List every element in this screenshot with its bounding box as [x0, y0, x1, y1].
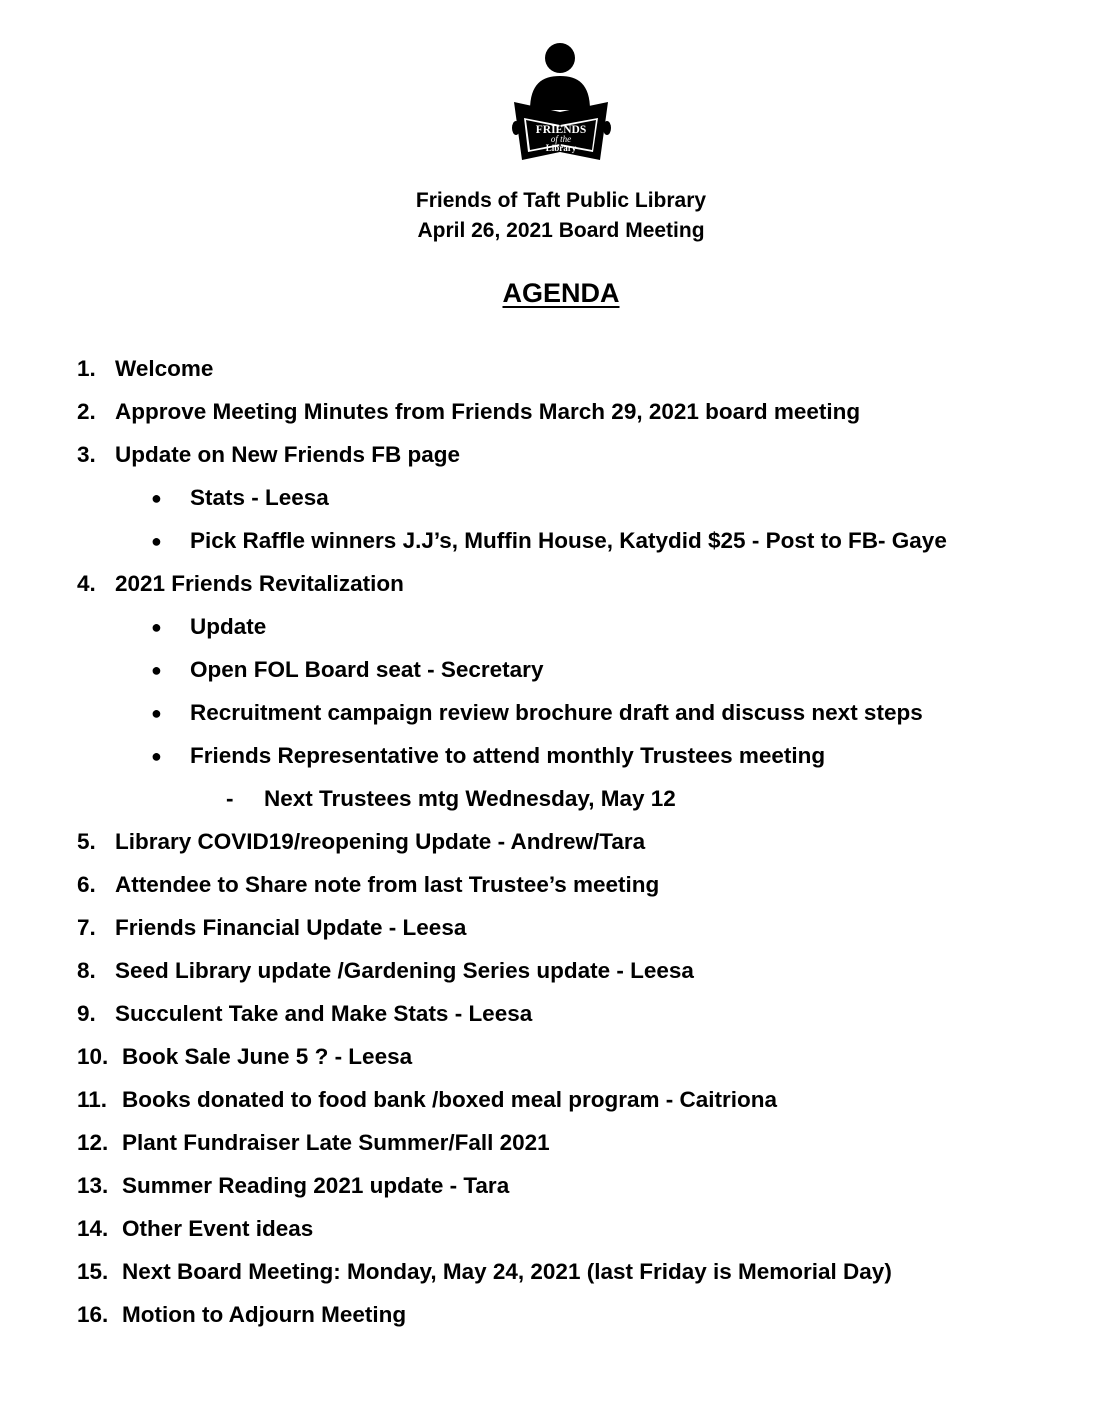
bullet-marker: ● — [151, 617, 162, 637]
agenda-item-text: Friends Representative to attend monthly Trustees meeting — [190, 743, 826, 768]
agenda-item-level1 — [0, 1041, 1109, 1084]
agenda-item-level2 — [0, 525, 1109, 568]
logo-text-line2: of the — [550, 134, 572, 144]
agenda-item-level2 — [0, 697, 1109, 740]
item-number: 9. — [77, 1001, 96, 1026]
agenda-item-level2 — [0, 611, 1109, 654]
agenda-item-level1 — [0, 1213, 1109, 1256]
agenda-item-text: Books donated to food bank /boxed meal program - Caitriona — [122, 1087, 778, 1112]
item-number: 3. — [77, 442, 96, 467]
agenda-item-text: Stats - Leesa — [190, 485, 329, 510]
agenda-item-level1 — [0, 955, 1109, 998]
agenda-item-level1 — [0, 568, 1109, 611]
agenda-item-text: Attendee to Share note from last Trustee’s meeting — [115, 872, 660, 897]
agenda-item-level1 — [0, 826, 1109, 869]
agenda-item-text: Plant Fundraiser Late Summer/Fall 2021 — [122, 1130, 550, 1155]
item-number: 14. — [77, 1216, 109, 1241]
agenda-item-text: Library COVID19/reopening Update - Andrew/Tara — [115, 829, 646, 854]
item-number: 12. — [77, 1130, 109, 1155]
agenda-item-text: Other Event ideas — [122, 1216, 314, 1241]
reader-with-book-icon — [508, 42, 614, 166]
agenda-item-level1 — [0, 998, 1109, 1041]
agenda-item-level1 — [0, 912, 1109, 955]
agenda-item-level2 — [0, 740, 1109, 783]
item-number: 4. — [77, 571, 96, 596]
agenda-item-level2 — [0, 654, 1109, 697]
agenda-item-text: 2021 Friends Revitalization — [115, 571, 404, 596]
item-number: 16. — [77, 1302, 109, 1327]
agenda-item-text: Motion to Adjourn Meeting — [122, 1302, 407, 1327]
bullet-marker: ● — [151, 488, 162, 508]
bullet-marker: ● — [151, 703, 162, 723]
logo-text-line3: Library — [545, 143, 577, 153]
agenda-item-level1 — [0, 1299, 1109, 1342]
agenda-item-text: Seed Library update /Gardening Series update - Leesa — [115, 958, 694, 983]
dash-marker: - — [226, 786, 234, 811]
agenda-item-level2 — [0, 482, 1109, 525]
bullet-marker: ● — [151, 660, 162, 680]
agenda-item-text: Friends Financial Update - Leesa — [115, 915, 467, 940]
item-number: 2. — [77, 399, 96, 424]
agenda-item-text: Open FOL Board seat - Secretary — [190, 657, 544, 682]
agenda-list — [0, 353, 1109, 1342]
organization-name: Friends of Taft Public Library — [415, 189, 707, 212]
agenda-item-text: Next Trustees mtg Wednesday, May 12 — [264, 786, 676, 811]
agenda-item-text: Succulent Take and Make Stats - Leesa — [115, 1001, 533, 1026]
friends-of-the-library-logo — [508, 42, 614, 166]
agenda-item-text: Pick Raffle winners J.J’s, Muffin House, Katydid $25 - Post to FB- Gaye — [190, 528, 947, 553]
agenda-item-level1 — [0, 353, 1109, 396]
bullet-marker: ● — [151, 746, 162, 766]
item-number: 10. — [77, 1044, 109, 1069]
item-number: 6. — [77, 872, 96, 897]
agenda-item-level3 — [0, 783, 1109, 826]
agenda-item-text: Book Sale June 5 ? - Leesa — [122, 1044, 413, 1069]
agenda-item-text: Next Board Meeting: Monday, May 24, 2021 (last Friday is Memorial Day) — [122, 1259, 892, 1284]
agenda-item-level1 — [0, 1127, 1109, 1170]
item-number: 5. — [77, 829, 96, 854]
agenda-item-level1 — [0, 1084, 1109, 1127]
agenda-item-level1 — [0, 1170, 1109, 1213]
agenda-title: AGENDA — [502, 278, 620, 308]
agenda-item-level1 — [0, 869, 1109, 912]
item-number: 15. — [77, 1259, 109, 1284]
agenda-item-text: Recruitment campaign review brochure draft and discuss next steps — [190, 700, 923, 725]
agenda-item-text: Approve Meeting Minutes from Friends March 29, 2021 board meeting — [115, 399, 861, 424]
document-header — [0, 186, 1109, 246]
item-number: 1. — [77, 356, 96, 381]
item-number: 11. — [77, 1087, 108, 1112]
agenda-item-level1 — [0, 439, 1109, 482]
agenda-item-text: Update — [190, 614, 267, 639]
item-number: 13. — [77, 1173, 109, 1198]
logo-text-line1: FRIENDS — [535, 124, 587, 136]
agenda-item-level1 — [0, 396, 1109, 439]
bullet-marker: ● — [151, 531, 162, 551]
agenda-item-text: Summer Reading 2021 update - Tara — [122, 1173, 510, 1198]
meeting-date: April 26, 2021 Board Meeting — [417, 219, 705, 242]
item-number: 7. — [77, 915, 96, 940]
item-number: 8. — [77, 958, 96, 983]
agenda-item-text: Update on New Friends FB page — [115, 442, 461, 467]
agenda-item-text: Welcome — [115, 356, 214, 381]
agenda-item-level1 — [0, 1256, 1109, 1299]
